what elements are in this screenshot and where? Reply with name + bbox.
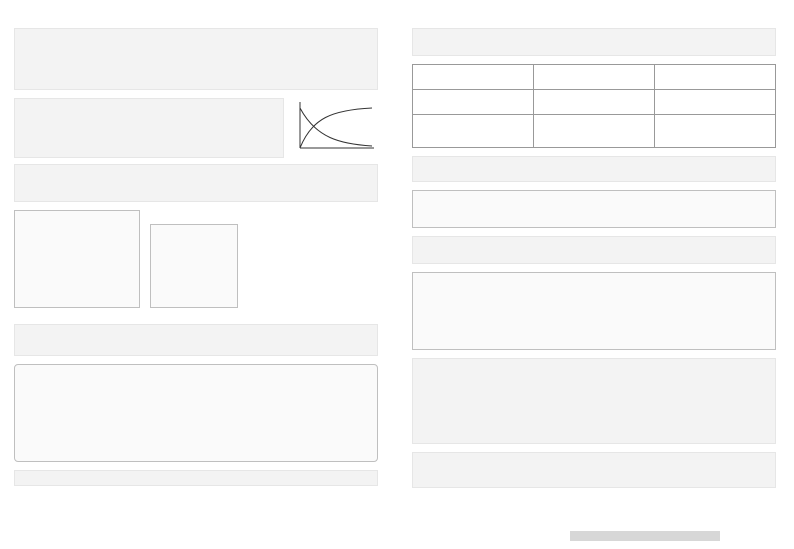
text-block (412, 156, 776, 182)
reaction-cycle-diagram (14, 364, 378, 462)
text-with-graph (14, 98, 378, 156)
crystal-figure (14, 210, 140, 308)
left-column (14, 28, 378, 494)
right-column (412, 28, 776, 496)
footer-bar (570, 531, 720, 541)
process-flowchart (412, 190, 776, 228)
text-block (412, 358, 776, 444)
text-block (14, 28, 378, 90)
crystal-figure (150, 224, 238, 308)
synthesis-scheme (412, 272, 776, 350)
text-block (412, 452, 776, 488)
text-block (14, 470, 378, 486)
text-block (14, 324, 378, 356)
text-block (412, 28, 776, 56)
text-block (412, 236, 776, 264)
data-table (412, 64, 776, 148)
text-block (14, 164, 378, 202)
text-block (14, 98, 284, 158)
crystal-figures (14, 210, 378, 316)
reaction-graph (292, 98, 378, 156)
